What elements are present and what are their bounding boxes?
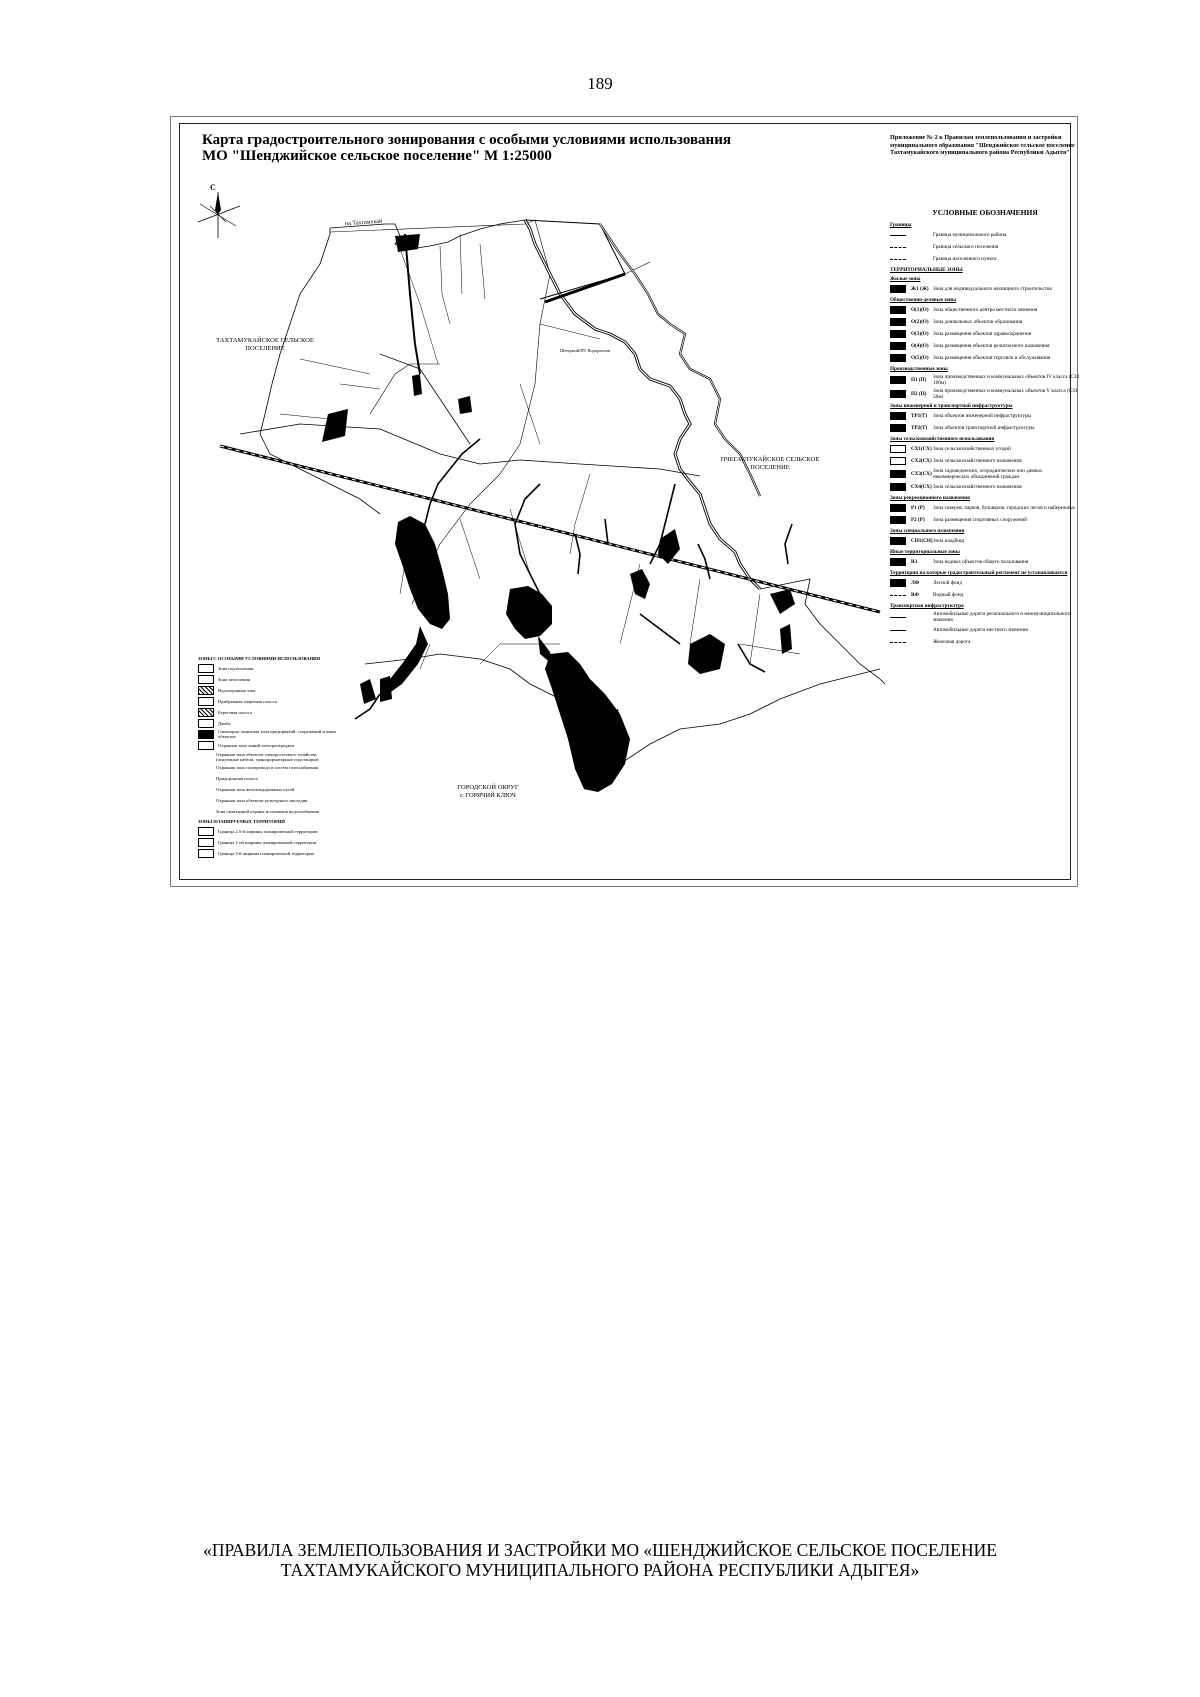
- legend-row: [890, 590, 1080, 600]
- legend-row: [890, 254, 1080, 264]
- map-title: [202, 132, 731, 164]
- special-zone-row: [198, 848, 338, 858]
- legend-text: Зона размещения спортивных сооружений: [933, 517, 1028, 523]
- legend-swatch: [890, 306, 906, 314]
- legend-swatch: [890, 235, 906, 236]
- special-zone-text: Придорожная полоса: [216, 776, 258, 782]
- legend-row: [890, 637, 1080, 647]
- legend-text: Зона производственных и коммунальных объектов V класса (СЗЗ 50м): [933, 388, 1078, 400]
- legend-code: ТР2(Т): [911, 425, 928, 431]
- legend-swatch: [890, 558, 906, 566]
- legend-row: [890, 242, 1080, 252]
- special-zone-text: Охранная зона газопровода и систем газоснабжения: [216, 765, 319, 771]
- legend-swatch: [890, 595, 906, 596]
- legend-section-heading: Границы: [890, 222, 912, 228]
- legend-text: Лесной фонд: [933, 580, 963, 586]
- special-zone-swatch: [198, 838, 214, 847]
- legend-section-heading: Иные территориальные зоны: [890, 549, 960, 555]
- special-zone-text: Прибрежная защитная полоса: [218, 698, 277, 704]
- legend-section-heading: Транспортная инфраструктура: [890, 603, 964, 609]
- legend-swatch: [890, 424, 906, 432]
- special-zone-text: Зона затопления: [218, 676, 251, 682]
- legend-text: Зона для индивидуального жилищного строительства: [933, 286, 1052, 292]
- special-zone-row: [198, 663, 338, 673]
- legend-text: Автомобильные дороги местного значения: [933, 627, 1028, 633]
- legend-section-heading: Зоны сельскохозяйственного использования: [890, 436, 995, 442]
- legend-code: Р1 (Р): [911, 505, 925, 511]
- legend-text: Зона объектов инженерной инфраструктуры: [933, 413, 1032, 419]
- special-zone-swatch: [198, 686, 214, 695]
- legend-code: ТР1(Т): [911, 413, 928, 419]
- legend-swatch: [890, 354, 906, 362]
- legend-row: [890, 611, 1080, 623]
- footer-line2: ТАХТАМУКАЙСКОГО МУНИЦИПАЛЬНОГО РАЙОНА РЕСПУБЛИКИ АДЫГЕЯ»: [280, 1560, 920, 1580]
- legend-swatch: [890, 342, 906, 350]
- legend-text: Граница муниципального района: [933, 232, 1007, 238]
- legend-swatch: [890, 537, 906, 545]
- special-zone-text: Охранная зона объектов электросетевого хозяйства (подземные кабели, трансформаторные подстанции): [216, 751, 319, 762]
- special-zone-swatch: [198, 849, 214, 858]
- map-sheet: [179, 123, 1080, 880]
- legend-code: П1 (П): [911, 377, 927, 383]
- legend-row: [890, 284, 1080, 294]
- legend-code: Ж1 (Ж): [911, 286, 929, 292]
- legend-swatch: [890, 470, 906, 478]
- legend-row: [890, 374, 1080, 386]
- legend-code: О(3)(О): [911, 331, 929, 337]
- legend-code: П2 (П): [911, 391, 927, 397]
- legend-row: [890, 482, 1080, 492]
- special-zone-text: Охранная зона железнодорожных путей: [216, 787, 295, 793]
- legend-code: ВЗ: [911, 559, 918, 565]
- river-boundary: [525, 220, 760, 589]
- lake-west: [395, 516, 450, 629]
- special-zone-swatch: [198, 753, 212, 760]
- legend-code: СХ1(СХ): [911, 446, 932, 452]
- compass-label: С: [210, 183, 216, 192]
- special-zone-swatch: [198, 787, 212, 794]
- planned-zones-heading: ЗОНЫ ПЛАНИРУЕМЫХ ТЕРРИТОРИЙ: [198, 819, 285, 825]
- legend-row: [890, 423, 1080, 433]
- special-zone-row: [198, 674, 338, 684]
- appendix-note: Приложение № 2 к Правилам землепользования и застройки муниципального образования "Шенджийское сельское поселение Тахтамукайского муниципального района Республики Адыгея": [890, 134, 1075, 156]
- road-label: на Тахтамукай: [344, 218, 383, 228]
- special-zone-swatch: [198, 664, 214, 673]
- special-zone-text: Береговая полоса: [218, 709, 253, 715]
- legend-code: СН1(СН): [911, 538, 933, 544]
- legend-text: Зона производственных и коммунальных объектов IV класса (СЗЗ 100м): [933, 374, 1080, 386]
- legend-text: Граница населенного пункта: [933, 256, 997, 262]
- settlement-label-south-line1: ГОРОДСКОЙ ОКРУГ: [457, 784, 519, 791]
- legend-row: [890, 329, 1080, 339]
- legend-text: Водный фонд: [933, 592, 964, 598]
- legend-row: [890, 388, 1080, 400]
- legend-swatch: [890, 285, 906, 293]
- legend-sections: [890, 222, 1080, 647]
- legend-code: О(2)(О): [911, 319, 929, 325]
- legend-row: [890, 411, 1080, 421]
- legend-row: [890, 578, 1080, 588]
- special-zone-text: Дамба: [218, 720, 231, 726]
- special-zones-heading: ЗОНЫ С ОСОБЫМИ УСЛОВИЯМИ ИСПОЛЬЗОВАНИЯ: [198, 656, 321, 661]
- legend-section-heading: Жилые зоны: [890, 276, 921, 282]
- special-zone-swatch: [198, 765, 212, 772]
- special-zone-row: [198, 826, 338, 836]
- special-zone-swatch: [198, 708, 214, 717]
- special-zone-text: Зона санитарной охраны источников водоснабжения: [216, 809, 320, 815]
- legend-code: СХ2(СХ): [911, 458, 932, 464]
- special-zone-row: [198, 796, 338, 806]
- special-zone-swatch: [198, 697, 214, 706]
- special-zone-row: [198, 741, 338, 751]
- legend-text: Железная дорога: [933, 639, 971, 645]
- special-zone-swatch: [198, 741, 214, 750]
- map-title-line1: Карта градостроительного зонирования с особыми условиями использования: [202, 132, 731, 148]
- compass-rose-icon: [198, 192, 240, 238]
- legend-swatch: [890, 457, 906, 465]
- legend-text: Зона садоводческих, огороднических или дачных некоммерческих объединений граждан: [933, 468, 1043, 480]
- legend-code: ВФ: [911, 592, 919, 598]
- special-zone-row: [198, 696, 338, 706]
- legend-swatch: [890, 579, 906, 587]
- special-zone-text: Граница 3-й ширины планировочной территории: [218, 850, 314, 856]
- footer-line1: «ПРАВИЛА ЗЕМЛЕПОЛЬЗОВАНИЯ И ЗАСТРОЙКИ МО «ШЕНДЖИЙСКОЕ СЕЛЬСКОЕ ПОСЕЛЕНИЕ: [203, 1540, 997, 1560]
- legend-text: Зона сельскохозяйственного назначения: [933, 484, 1022, 490]
- legend-row: [890, 515, 1080, 525]
- legend-row: [890, 341, 1080, 351]
- legend-code: Р2 (Р): [911, 517, 925, 523]
- settlement-label-west: ТАХТАМУКАЙСКОЕ СЕЛЬСКОЕ ПОСЕЛЕНИЕ: [216, 337, 314, 352]
- legend-section-heading: Территории на которые градостроительный регламент не устанавливается: [890, 570, 1068, 576]
- legend-section-heading: Производственные зоны: [890, 366, 948, 372]
- footer: [0, 1540, 1200, 1580]
- legend-code: О(4)(О): [911, 343, 929, 349]
- special-zone-swatch: [198, 809, 212, 816]
- special-zones-legend: [198, 654, 338, 859]
- special-zone-swatch: [198, 827, 214, 836]
- legend-section-heading: Зоны инженерной и транспортной инфраструктуры: [890, 403, 1013, 409]
- legend-row: [890, 353, 1080, 363]
- legend-section-heading: Зоны специального назначения: [890, 528, 965, 534]
- legend-swatch: [890, 617, 906, 618]
- settlement-label-inner: Шенджий/ПТ Водоразлив: [560, 348, 610, 353]
- page-number: 189: [587, 74, 613, 93]
- legend-code: О(1)(О): [911, 307, 929, 313]
- planned-zones-rows: [198, 826, 338, 858]
- special-zone-row: [198, 718, 338, 728]
- legend-text: Зона сельскохозяйственного назначения: [933, 458, 1022, 464]
- special-zone-row: [198, 785, 338, 795]
- legend-swatch: [890, 504, 906, 512]
- legend-text: Зона размещения объектов здравоохранения: [933, 331, 1032, 337]
- special-zone-text: Охранная зона объектов культурного наследия: [216, 798, 308, 804]
- special-zone-swatch: [198, 776, 212, 783]
- legend-code: СХ4(СХ): [911, 484, 932, 490]
- legend-row: [890, 625, 1080, 635]
- legend-section-heading: ТЕРРИТОРИАЛЬНЫЕ ЗОНЫ: [890, 267, 963, 273]
- legend-row: [890, 557, 1080, 567]
- special-zone-swatch: [198, 730, 214, 739]
- legend-text: Зона объектов транспортной инфраструктуры: [933, 425, 1035, 431]
- special-zone-text: Санитарно-защитная зона предприятий, сооружений и иных объектов: [218, 729, 337, 740]
- legend-swatch: [890, 445, 906, 453]
- legend-swatch: [890, 412, 906, 420]
- legend-swatch: [890, 390, 906, 398]
- legend-swatch: [890, 330, 906, 338]
- special-zone-row: [198, 707, 338, 717]
- legend-code: СХ3(СХ): [911, 471, 932, 477]
- legend-text: Зона сельскохозяйственных угодий: [933, 446, 1011, 452]
- special-zone-swatch: [198, 719, 214, 728]
- legend-section-heading: Зоны рекреационного назначения: [890, 495, 970, 501]
- special-zone-text: Охранная зона линий электропередачи: [218, 743, 294, 748]
- legend-text: Зона размещения объектов религиозного назначения: [933, 343, 1050, 349]
- legend-row: [890, 456, 1080, 466]
- legend-text: Зона кладбищ: [933, 538, 965, 544]
- legend-row: [890, 444, 1080, 454]
- special-zone-text: Зона подтопления: [218, 665, 254, 671]
- special-zone-text: Граница 2,5-й ширины планировочной территории: [218, 828, 318, 834]
- legend-row: [890, 536, 1080, 546]
- legend-row: [890, 317, 1080, 327]
- legend-swatch: [890, 483, 906, 491]
- special-zone-row: [198, 774, 338, 784]
- legend-swatch: [890, 642, 906, 643]
- legend-swatch: [890, 247, 906, 248]
- legend-swatch: [890, 376, 906, 384]
- legend-swatch: [890, 318, 906, 326]
- legend-title: УСЛОВНЫЕ ОБОЗНАЧЕНИЯ: [932, 208, 1038, 217]
- map-legend: [890, 210, 1080, 649]
- special-zone-swatch: [198, 798, 212, 805]
- legend-code: О(5)(О): [911, 355, 929, 361]
- legend-swatch: [890, 630, 906, 631]
- special-zone-row: [198, 807, 338, 817]
- special-zone-row: [198, 752, 338, 762]
- special-zone-text: Водоохранная зона: [218, 687, 256, 693]
- settlement-label-south-line2: г. ГОРЯЧИЙ КЛЮЧ: [460, 792, 516, 799]
- special-zone-swatch: [198, 675, 214, 684]
- legend-text: Зона общественного центра местного значения: [933, 307, 1038, 313]
- legend-section-heading: Общественно-деловые зоны: [890, 297, 957, 303]
- legend-code: ЛФ: [911, 580, 920, 586]
- legend-text: Зона дошкольных объектов образования: [933, 319, 1023, 325]
- legend-row: [890, 230, 1080, 240]
- legend-row: [890, 503, 1080, 513]
- legend-text: Зона скверов, парков, бульваров, городских лесов и набережных: [933, 505, 1076, 511]
- map-title-line2: МО "Шенджийское сельское поселение" М 1:25000: [202, 148, 552, 164]
- special-zone-text: Граница 1-ой ширины планировочной территории: [218, 839, 317, 845]
- legend-text: Зона водных объектов общего пользования: [933, 559, 1029, 565]
- special-zones-rows: [198, 663, 338, 817]
- settlement-label-east: ПЧЕГАТЛУКАЙСКОЕ СЕЛЬСКОЕ ПОСЕЛЕНИЕ: [720, 456, 820, 471]
- map-frame: [170, 116, 1078, 887]
- special-zone-row: [198, 685, 338, 695]
- special-zone-row: [198, 763, 338, 773]
- legend-row: [890, 468, 1080, 480]
- legend-swatch: [890, 516, 906, 524]
- settlement-label-south: [438, 784, 538, 800]
- special-zone-row: [198, 837, 338, 847]
- legend-swatch: [890, 259, 906, 260]
- legend-text: Граница сельского поселения: [933, 244, 999, 250]
- legend-text: Зона размещения объектов торговли и обслуживания: [933, 355, 1051, 361]
- special-zone-row: [198, 729, 338, 739]
- lake-center: [506, 586, 552, 639]
- legend-row: [890, 305, 1080, 315]
- legend-text: Автомобильные дороги регионального и межмуниципального значения: [933, 611, 1071, 623]
